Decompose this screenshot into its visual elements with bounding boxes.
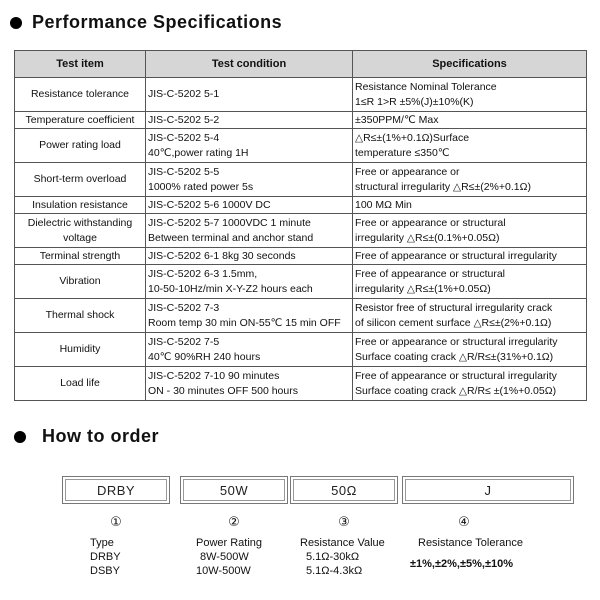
cell-line: Resistance Nominal Tolerance	[355, 80, 497, 93]
cell-line: Insulation resistance	[32, 198, 128, 211]
table-row	[15, 78, 587, 112]
cell-line: JIS-C-5202 7-10 90 minutes	[148, 369, 280, 382]
table-row	[15, 299, 587, 333]
performance-section-title	[10, 12, 282, 33]
cell-line: Load life	[60, 377, 100, 389]
cell-line: JIS-C-5202 7-3	[148, 301, 220, 314]
resistance-value-label: Resistance Value	[300, 537, 385, 549]
test-item-cell	[15, 129, 146, 163]
cell-line: structural irregularity △R≤±(2%+0.1Ω)	[355, 180, 531, 193]
cell-line: Short-term overload	[33, 173, 127, 185]
order-code-boxes	[62, 476, 574, 506]
table-row	[15, 163, 587, 197]
cell-line: Between terminal and anchor stand	[148, 231, 314, 244]
cell-line: Resistance tolerance	[30, 88, 130, 100]
cell-line: Resistor free of structural irregularity crack	[355, 301, 553, 314]
table-row	[15, 333, 587, 367]
specification-cell	[353, 163, 587, 197]
cell-line: Temperature coefficient	[25, 113, 135, 126]
resistance-value-2: 5.1Ω-4.3kΩ	[306, 565, 363, 577]
cell-line: Terminal strength	[39, 249, 121, 262]
cell-line: △R≤±(1%+0.1Ω)Surface	[355, 131, 470, 144]
cell-line: JIS-C-5202 6-3 1.5mm,	[148, 267, 258, 280]
type-label: Type	[90, 537, 114, 549]
table-body	[15, 78, 587, 401]
code-box-resistance: 50Ω	[290, 476, 398, 504]
specification-cell	[353, 265, 587, 299]
test-condition-cell	[146, 214, 353, 248]
test-condition-cell	[146, 265, 353, 299]
test-condition-cell	[146, 112, 353, 129]
test-condition-cell	[146, 197, 353, 214]
specification-cell	[353, 299, 587, 333]
cell-line: JIS-C-5202 5-1	[148, 88, 220, 100]
cell-line: ±350PPM/℃ Max	[355, 113, 439, 126]
circled-number-1: ①	[110, 514, 122, 529]
code-box-power: 50W	[180, 476, 288, 504]
test-condition-cell	[146, 299, 353, 333]
cell-line: ON - 30 minutes OFF 500 hours	[148, 384, 298, 397]
cell-line: temperature ≤350℃	[355, 146, 450, 159]
cell-line: JIS-C-5202 5-4	[148, 131, 220, 144]
order-title-text: How to order	[42, 426, 159, 446]
test-item-cell	[15, 265, 146, 299]
specification-cell	[353, 367, 587, 401]
type-value-drby: DRBY	[90, 551, 121, 563]
resistance-value-1: 5.1Ω-30kΩ	[306, 551, 360, 563]
bullet-icon	[10, 17, 22, 29]
cell-line: Surface coating crack △R/R≤±(31%+0.1Ω)	[355, 350, 554, 363]
cell-line: Power rating load	[39, 139, 121, 151]
type-value-dsby: DSBY	[90, 565, 120, 577]
performance-title-text: Performance Specifications	[32, 12, 283, 32]
cell-line: Free of appearance or structural irregularity	[355, 249, 557, 262]
table-row	[15, 248, 587, 265]
circled-number-2: ②	[228, 514, 240, 529]
specification-cell	[353, 129, 587, 163]
test-item-cell	[15, 367, 146, 401]
test-condition-cell	[146, 367, 353, 401]
specification-cell	[353, 197, 587, 214]
performance-spec-table	[14, 50, 587, 401]
power-rating-value-2: 10W-500W	[196, 565, 251, 577]
cell-line: irregularity △R≤±(0.1%+0.05Ω)	[355, 231, 500, 244]
test-condition-cell	[146, 78, 353, 112]
test-item-cell	[15, 299, 146, 333]
specification-cell	[353, 112, 587, 129]
cell-line: JIS-C-5202 5-6 1000V DC	[148, 198, 271, 211]
test-item-cell	[15, 333, 146, 367]
header-test-condition: Test condition	[146, 51, 353, 78]
cell-line: Room temp 30 min ON-55℃ 15 min OFF	[148, 316, 341, 329]
cell-line: 1000% rated power 5s	[148, 180, 254, 193]
specification-cell	[353, 333, 587, 367]
tolerance-label: Resistance Tolerance	[418, 537, 523, 549]
order-section-title	[14, 426, 159, 447]
table-row	[15, 197, 587, 214]
test-item-cell	[15, 163, 146, 197]
cell-line: JIS-C-5202 5-2	[148, 113, 220, 126]
test-condition-cell	[146, 333, 353, 367]
test-condition-cell	[146, 163, 353, 197]
cell-line: Free or appearance or structural irregularity	[355, 335, 558, 348]
cell-line: JIS-C-5202 5-5	[148, 165, 220, 178]
cell-line: of silicon cement surface △R≤±(2%+0.1Ω)	[355, 316, 552, 329]
test-condition-cell	[146, 129, 353, 163]
cell-line: Free or appearance or	[355, 165, 460, 178]
code-box-tolerance: J	[402, 476, 574, 504]
cell-line: 1≤R 1>R ±5%(J)±10%(K)	[355, 95, 474, 108]
cell-line: voltage	[63, 231, 97, 244]
cell-line: JIS-C-5202 6-1 8kg 30 seconds	[148, 249, 296, 262]
power-rating-value-1: 8W-500W	[200, 551, 249, 563]
header-specifications: Specifications	[353, 51, 587, 78]
circled-number-4: ④	[458, 514, 470, 529]
table-header-row	[15, 51, 587, 78]
code-box-type: DRBY	[62, 476, 170, 504]
cell-line: 10-50-10Hz/min X-Y-Z2 hours each	[148, 282, 313, 295]
specification-cell	[353, 78, 587, 112]
header-test-item: Test item	[15, 51, 146, 78]
cell-line: Dielectric withstanding	[27, 216, 133, 229]
test-item-cell	[15, 78, 146, 112]
cell-line: 40℃ 90%RH 240 hours	[148, 350, 261, 363]
cell-line: Free of appearance or structural irregularity	[355, 369, 557, 382]
tolerance-values: ±1%,±2%,±5%,±10%	[410, 558, 514, 570]
circled-number-3: ③	[338, 514, 350, 529]
cell-line: 40℃,power rating 1H	[148, 146, 249, 159]
test-item-cell	[15, 112, 146, 129]
table-row	[15, 112, 587, 129]
cell-line: Free of appearance or structural	[355, 267, 505, 280]
power-rating-label: Power Rating	[196, 537, 263, 549]
bullet-icon	[14, 431, 26, 443]
cell-line: Thermal shock	[45, 309, 115, 321]
cell-line: JIS-C-5202 5-7 1000VDC 1 minute	[148, 216, 311, 229]
cell-line: JIS-C-5202 7-5	[148, 335, 220, 348]
cell-line: Free or appearance or structural	[355, 216, 506, 229]
table-row	[15, 214, 587, 248]
test-item-cell	[15, 248, 146, 265]
table-row	[15, 129, 587, 163]
cell-line: Vibration	[59, 275, 101, 287]
specification-cell	[353, 214, 587, 248]
cell-line: irregularity △R≤±(1%+0.05Ω)	[355, 282, 491, 295]
cell-line: Humidity	[59, 343, 101, 355]
table-row	[15, 367, 587, 401]
test-item-cell	[15, 214, 146, 248]
cell-line: 100 MΩ Min	[355, 198, 412, 211]
table-row	[15, 265, 587, 299]
test-condition-cell	[146, 248, 353, 265]
cell-line: Surface coating crack △R/R≤ ±(1%+0.05Ω)	[355, 384, 557, 397]
test-item-cell	[15, 197, 146, 214]
specification-cell	[353, 248, 587, 265]
